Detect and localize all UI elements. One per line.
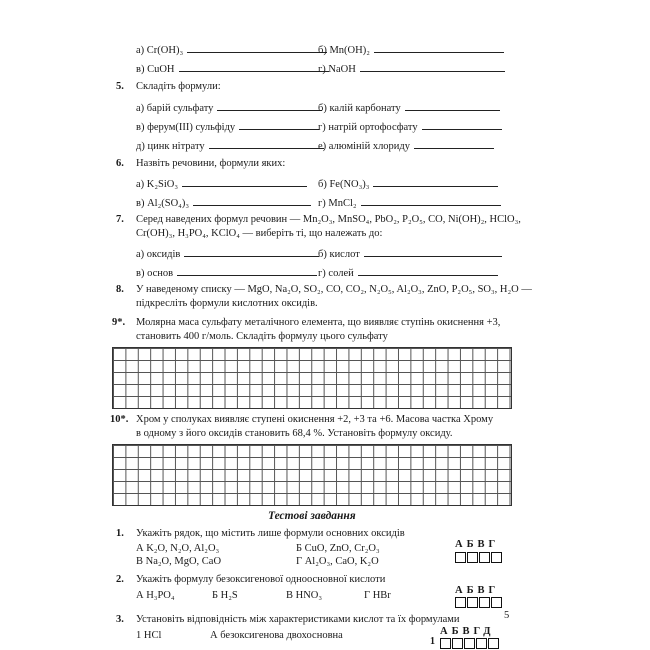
answer-blank[interactable]	[374, 43, 504, 53]
answer-blank[interactable]	[360, 62, 505, 72]
q5-text: Складіть формули:	[136, 81, 221, 92]
q6-text: Назвіть речовини, формули яких:	[136, 158, 286, 169]
answer-grid[interactable]	[112, 444, 512, 506]
q8-number: 8.	[116, 284, 124, 295]
q5-item: е) алюміній хлориду	[318, 139, 494, 152]
answer-checkbox[interactable]	[491, 552, 502, 563]
q6-item: б) Fe(NO₃)₃	[318, 177, 498, 190]
t3-right-item: А безоксигенова двохосновна	[210, 630, 343, 641]
answer-checkbox[interactable]	[455, 597, 466, 608]
answer-checkbox[interactable]	[452, 638, 463, 649]
t3-row-number: 1	[430, 636, 435, 647]
q5-number: 5.	[116, 81, 124, 92]
answer-blank[interactable]	[364, 247, 502, 257]
t2-answer-letters: АБВГ	[455, 585, 500, 596]
answer-checkbox[interactable]	[467, 597, 478, 608]
q4-item-c: в) CuOH	[136, 62, 329, 75]
q6-item: г) MnCl₂	[318, 196, 501, 209]
section-title: Тестові завдання	[268, 510, 356, 522]
answer-checkbox[interactable]	[479, 552, 490, 563]
t1-number: 1.	[116, 528, 124, 539]
t2-option[interactable]: А H₃PO₄	[136, 590, 175, 601]
q4-item-b: б) Mn(OH)₂	[318, 43, 504, 56]
answer-checkbox[interactable]	[491, 597, 502, 608]
q8-text-line2: підкресліть формули кислотних оксидів.	[136, 298, 318, 309]
t1-text: Укажіть рядок, що містить лише формули основних оксидів	[136, 528, 405, 539]
answer-checkbox[interactable]	[479, 597, 490, 608]
answer-blank[interactable]	[358, 266, 498, 276]
t3-number: 3.	[116, 614, 124, 625]
answer-grid[interactable]	[112, 347, 512, 409]
q7-text-line2: Cr(OH)₃, H₃PO₄, KClO₄ — виберіть ті, що належать до:	[136, 228, 383, 239]
t3-left-item: 1 HCl	[136, 630, 162, 641]
q5-item: в) ферум(III) сульфіду	[136, 120, 319, 133]
answer-blank[interactable]	[239, 120, 319, 130]
t2-number: 2.	[116, 574, 124, 585]
q10-number: 10*.	[110, 414, 129, 425]
answer-blank[interactable]	[405, 101, 500, 111]
q4-item-d: г) NaOH	[318, 62, 505, 75]
t2-option[interactable]: В HNO₃	[286, 590, 323, 601]
answer-blank[interactable]	[209, 139, 324, 149]
answer-blank[interactable]	[184, 247, 319, 257]
q9-text-line2: становить 400 г/моль. Складіть формулу цього сульфату	[136, 331, 388, 342]
q6-item: а) K₂SiO₃	[136, 177, 307, 190]
answer-blank[interactable]	[177, 266, 317, 276]
t2-answer-boxes	[455, 597, 503, 608]
answer-blank[interactable]	[179, 62, 329, 72]
t3-text: Установіть відповідність між характеристиками кислот та їх формулами	[136, 614, 460, 625]
answer-checkbox[interactable]	[488, 638, 499, 649]
answer-blank[interactable]	[182, 177, 307, 187]
q9-number: 9*.	[112, 317, 126, 328]
answer-blank[interactable]	[217, 101, 322, 111]
answer-blank[interactable]	[193, 196, 311, 206]
q9-text-line1: Молярна маса сульфату металічного елемента, що виявляє ступінь окиснення +3,	[136, 317, 501, 328]
q5-item: б) калій карбонату	[318, 101, 500, 114]
q6-number: 6.	[116, 158, 124, 169]
answer-checkbox[interactable]	[467, 552, 478, 563]
q7-item: г) солей	[318, 266, 498, 279]
answer-blank[interactable]	[373, 177, 498, 187]
t1-answer-boxes	[455, 552, 503, 563]
t2-text: Укажіть формулу безоксигенової одноосновної кислоти	[136, 574, 386, 585]
q5-item: д) цинк нітрату	[136, 139, 324, 152]
t1-option[interactable]: Г Al₂O₃, CaO, K₂O	[296, 556, 379, 567]
answer-blank[interactable]	[361, 196, 501, 206]
q7-item: б) кислот	[318, 247, 502, 260]
t1-option[interactable]: Б CuO, ZnO, Cr₂O₃	[296, 543, 380, 554]
t3-answer-row	[440, 638, 500, 649]
q10-text-line2: в одному з його оксидів становить 68,4 %. Установіть формулу оксиду.	[136, 428, 453, 439]
q8-text-line1: У наведеному списку — MgO, Na₂O, SO₂, CO, CO₂, N₂O₅, Al₂O₃, ZnO, P₂O₅, SO₃, H₂O —	[136, 284, 532, 295]
q7-item: в) основ	[136, 266, 317, 279]
t1-answer-letters: АБВГ	[455, 539, 500, 550]
page-number: 5	[504, 610, 510, 621]
q7-text-line1: Серед наведених формул речовин — Mn₂O₃, MnSO₄, PbO₂, P₂O₅, CO, Ni(OH)₂, HClO₃,	[136, 214, 521, 225]
answer-blank[interactable]	[422, 120, 502, 130]
answer-checkbox[interactable]	[464, 638, 475, 649]
t1-option[interactable]: В Na₂O, MgO, CaO	[136, 556, 222, 567]
answer-blank[interactable]	[187, 43, 327, 53]
q10-text-line1: Хром у сполуках виявляє ступені окиснення +2, +3 та +6. Масова частка Хрому	[136, 414, 494, 425]
q7-number: 7.	[116, 214, 124, 225]
q6-item: в) Al₂(SO₄)₃	[136, 196, 311, 209]
answer-checkbox[interactable]	[476, 638, 487, 649]
q5-item: а) барій сульфату	[136, 101, 322, 114]
answer-checkbox[interactable]	[455, 552, 466, 563]
answer-blank[interactable]	[414, 139, 494, 149]
answer-checkbox[interactable]	[440, 638, 451, 649]
t1-option[interactable]: А K₂O, N₂O, Al₂O₃	[136, 543, 220, 554]
t3-answer-letters: АБВГД	[440, 626, 495, 637]
q5-item: г) натрій ортофосфату	[318, 120, 502, 133]
t2-option[interactable]: Б H₂S	[212, 590, 238, 601]
q4-item-a: а) Cr(OH)₃	[136, 43, 327, 56]
q7-item: а) оксидів	[136, 247, 319, 260]
t2-option[interactable]: Г HBr	[364, 590, 391, 601]
